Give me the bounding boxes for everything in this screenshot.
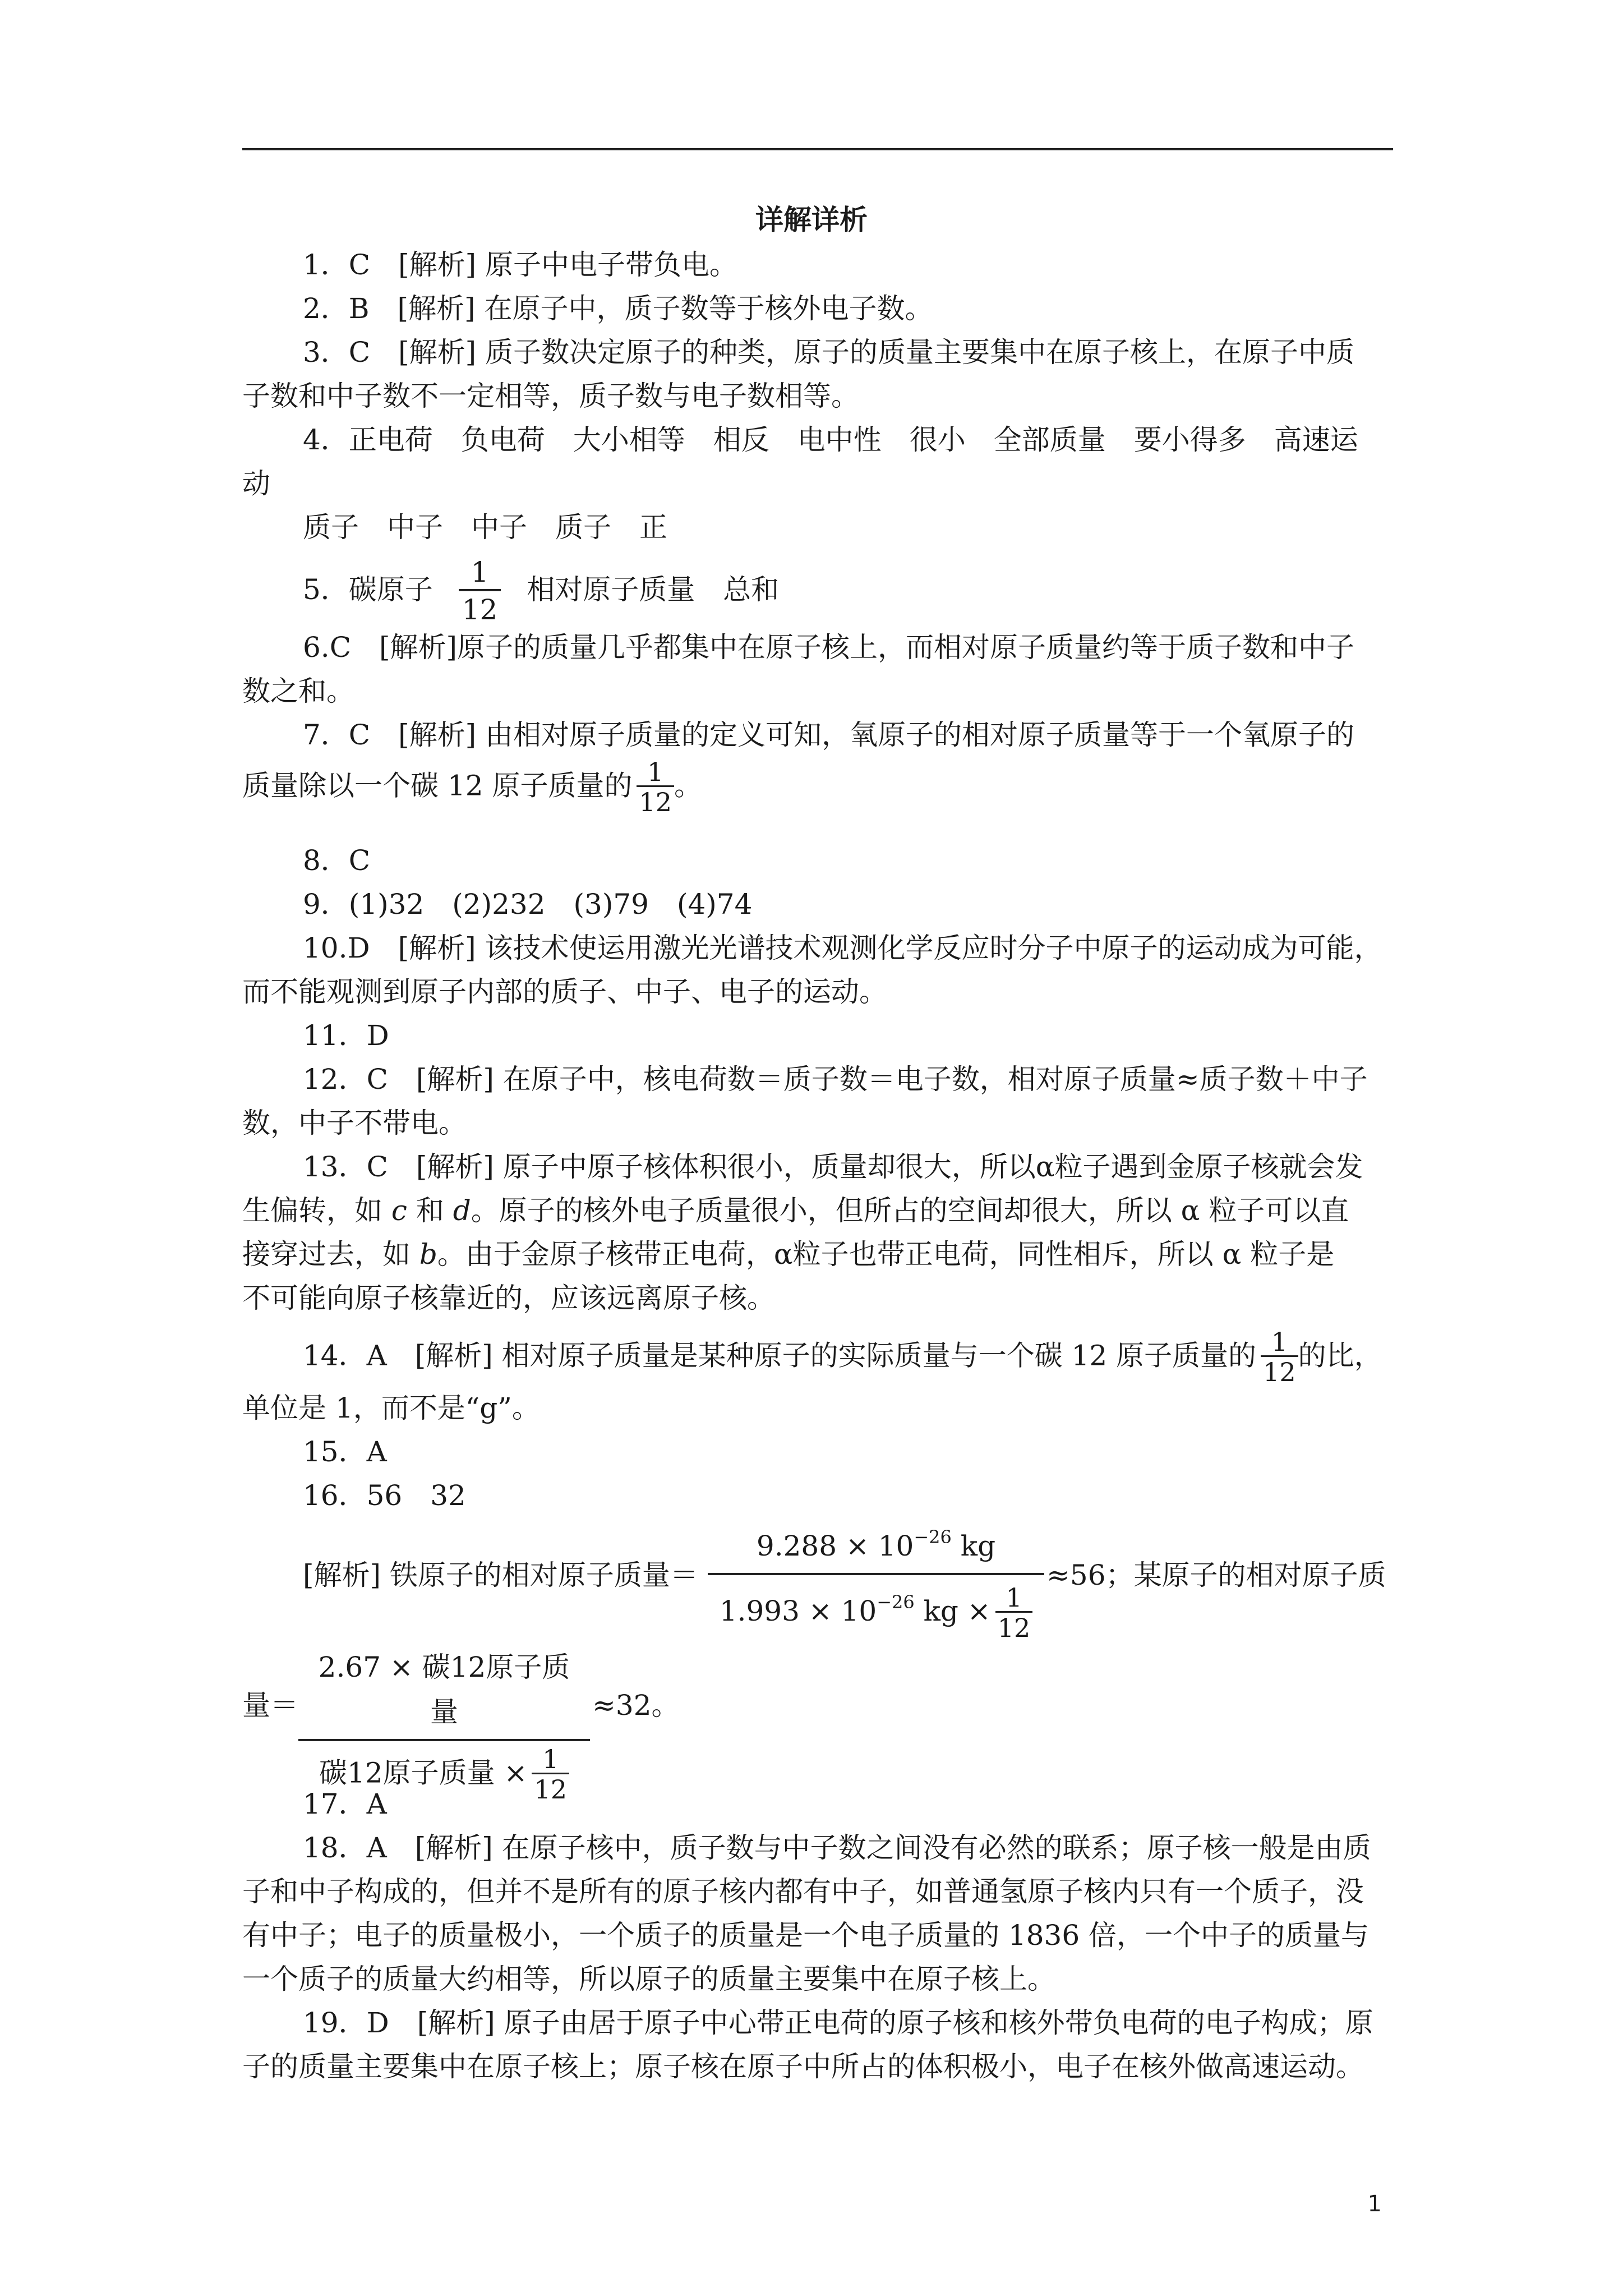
fraction-numerator: 1 [995, 1584, 1033, 1613]
answer-16: 16．56 32 [303, 1479, 466, 1512]
answer-6-line-1: 6.C [解析]原子的质量几乎都集中在原子核上，而相对原子质量约等于质子数和中子 [303, 631, 1354, 664]
path-label-d: d [453, 1194, 471, 1227]
answer-19-line-1: 19．D [解析] 原子由居于原子中心带正电荷的原子核和核外带负电荷的电子构成；原 [303, 2007, 1373, 2039]
answer-7-prefix: 质量除以一个碳 12 原子质量的 [242, 769, 633, 802]
path-label-c: c [391, 1194, 407, 1227]
exponent: −26 [914, 1526, 952, 1548]
fraction-numerator: 1 [459, 555, 501, 591]
answer-13-text: 接穿过去，如 [242, 1238, 419, 1271]
answer-15: 15．A [303, 1435, 387, 1468]
unit: kg × [914, 1595, 991, 1627]
answer-13-line-4: 不可能向原子核靠近的，应该远离原子核。 [242, 1282, 775, 1314]
answer-3-line-2: 子数和中子数不一定相等，质子数与电子数相等。 [242, 380, 859, 412]
answer-7-suffix: 。 [674, 769, 702, 802]
answer-4-line-3: 质子 中子 中子 质子 正 [303, 511, 667, 544]
answer-19-line-2: 子的质量主要集中在原子核上；原子核在原子中所占的体积极小，电子在核外做高速运动。 [242, 2050, 1364, 2083]
answer-5-prefix: 5．碳原子 [303, 573, 433, 606]
iron-mass-fraction [708, 1515, 1044, 1643]
answer-9: 9．(1)32 (2)232 (3)79 (4)74 [303, 888, 753, 921]
answer-4-line-1: 4．正电荷 负电荷 大小相等 相反 电中性 很小 全部质量 要小得多 高速运 [303, 424, 1358, 456]
answer-16-line-2-suffix: ≈32。 [592, 1689, 680, 1722]
answer-7-line-2 [242, 758, 702, 817]
numerator-value: 9.288 × 10 [756, 1530, 914, 1562]
fraction-one-twelfth [532, 1746, 569, 1805]
answer-12-line-1: 12．C [解析] 在原子中，核电荷数＝质子数＝电子数，相对原子质量≈质子数＋中子 [303, 1063, 1368, 1096]
answer-6-line-2: 数之和。 [242, 675, 354, 707]
fraction-denominator [708, 1575, 1044, 1643]
answer-5 [303, 555, 779, 628]
page-title: 详解详析 [755, 204, 868, 236]
answer-14-prefix: 14．A [解析] 相对原子质量是某种原子的实际质量与一个碳 12 原子质量的 [303, 1339, 1257, 1372]
fraction-one-twelfth [459, 555, 501, 628]
answer-16-explanation-suffix: ≈56；某原子的相对原子质 [1046, 1559, 1386, 1591]
fraction-denominator: 12 [462, 593, 498, 626]
fraction-denominator: 12 [1263, 1357, 1296, 1387]
header-rule [242, 148, 1393, 150]
fraction-numerator: 2.67 × 碳12原子质量 [298, 1645, 590, 1741]
unit: kg [951, 1530, 996, 1562]
answer-18-line-2: 子和中子构成的，但并不是所有的原子核内都有中子，如普通氢原子核内只有一个质子，没 [242, 1875, 1364, 1908]
fraction-numerator: 1 [637, 758, 674, 787]
answer-12-line-2: 数，中子不带电。 [242, 1107, 467, 1139]
fraction-denominator: 12 [639, 787, 672, 817]
path-label-b: b [419, 1238, 437, 1271]
answer-8: 8．C [303, 844, 371, 877]
denominator-value: 碳12原子质量 × [319, 1756, 528, 1789]
answer-13-text: 。由于金原子核带正电荷，α粒子也带正电荷，同性相斥，所以 α 粒子是 [437, 1238, 1335, 1271]
answer-13-text: 生偏转，如 [242, 1194, 391, 1227]
answer-13-line-2 [242, 1188, 1349, 1233]
fraction-one-twelfth [1261, 1328, 1298, 1387]
answer-5-suffix: 相对原子质量 总和 [527, 573, 780, 606]
answer-11: 11．D [303, 1019, 389, 1052]
answer-18-line-4: 一个质子的质量大约相等，所以原子的质量主要集中在原子核上。 [242, 1963, 1055, 1995]
exponent: −26 [877, 1591, 915, 1613]
answer-10-line-1: 10.D [解析] 该技术使运用激光光谱技术观测化学反应时分子中原子的运动成为可能， [303, 932, 1382, 964]
answer-14-line-1 [303, 1328, 1382, 1387]
answer-13-text: 。原子的核外电子质量很小，但所占的空间却很大，所以 α 粒子可以直 [471, 1194, 1349, 1227]
answer-13-line-3 [242, 1232, 1334, 1277]
atom-mass-fraction [298, 1645, 590, 1805]
answer-2: 2．B [解析] 在原子中，质子数等于核外电子数。 [303, 292, 933, 325]
answer-18-line-3: 有中子；电子的质量极小，一个质子的质量是一个电子质量的 1836 倍，一个中子的质量与 [242, 1919, 1370, 1952]
fraction-one-twelfth [995, 1584, 1033, 1643]
answer-10-line-2: 而不能观测到原子内部的质子、中子、电子的运动。 [242, 976, 887, 1008]
fraction-denominator: 12 [534, 1774, 567, 1805]
answer-3-line-1: 3．C [解析] 质子数决定原子的种类，原子的质量主要集中在原子核上，在原子中质 [303, 336, 1354, 369]
answer-13-line-1: 13．C [解析] 原子中原子核体积很小，质量却很大，所以α粒子遇到金原子核就会发 [303, 1151, 1363, 1183]
answer-13-text: 和 [407, 1194, 453, 1227]
fraction-numerator [708, 1515, 1044, 1575]
answer-16-explanation-prefix: [解析] 铁原子的相对原子质量＝ [303, 1559, 698, 1591]
answer-4-line-2: 动 [242, 467, 270, 500]
denominator-value: 1.993 × 10 [719, 1595, 877, 1627]
answer-17: 17．A [303, 1788, 387, 1820]
answer-16-line-2-prefix: 量＝ [242, 1689, 298, 1722]
answer-1: 1．C [解析] 原子中电子带负电。 [303, 249, 737, 281]
answer-18-line-1: 18．A [解析] 在原子核中，质子数与中子数之间没有必然的联系；原子核一般是由质 [303, 1832, 1371, 1864]
answer-14-suffix: 的比， [1298, 1339, 1382, 1372]
fraction-one-twelfth [637, 758, 674, 817]
fraction-numerator: 1 [1261, 1328, 1298, 1357]
fraction-denominator: 12 [997, 1612, 1031, 1643]
page-number: 1 [1367, 2191, 1382, 2217]
fraction-numerator: 1 [532, 1746, 569, 1774]
answer-14-line-2: 单位是 1，而不是“g”。 [242, 1392, 540, 1424]
answer-7-line-1: 7．C [解析] 由相对原子质量的定义可知，氧原子的相对原子质量等于一个氧原子的 [303, 719, 1354, 751]
